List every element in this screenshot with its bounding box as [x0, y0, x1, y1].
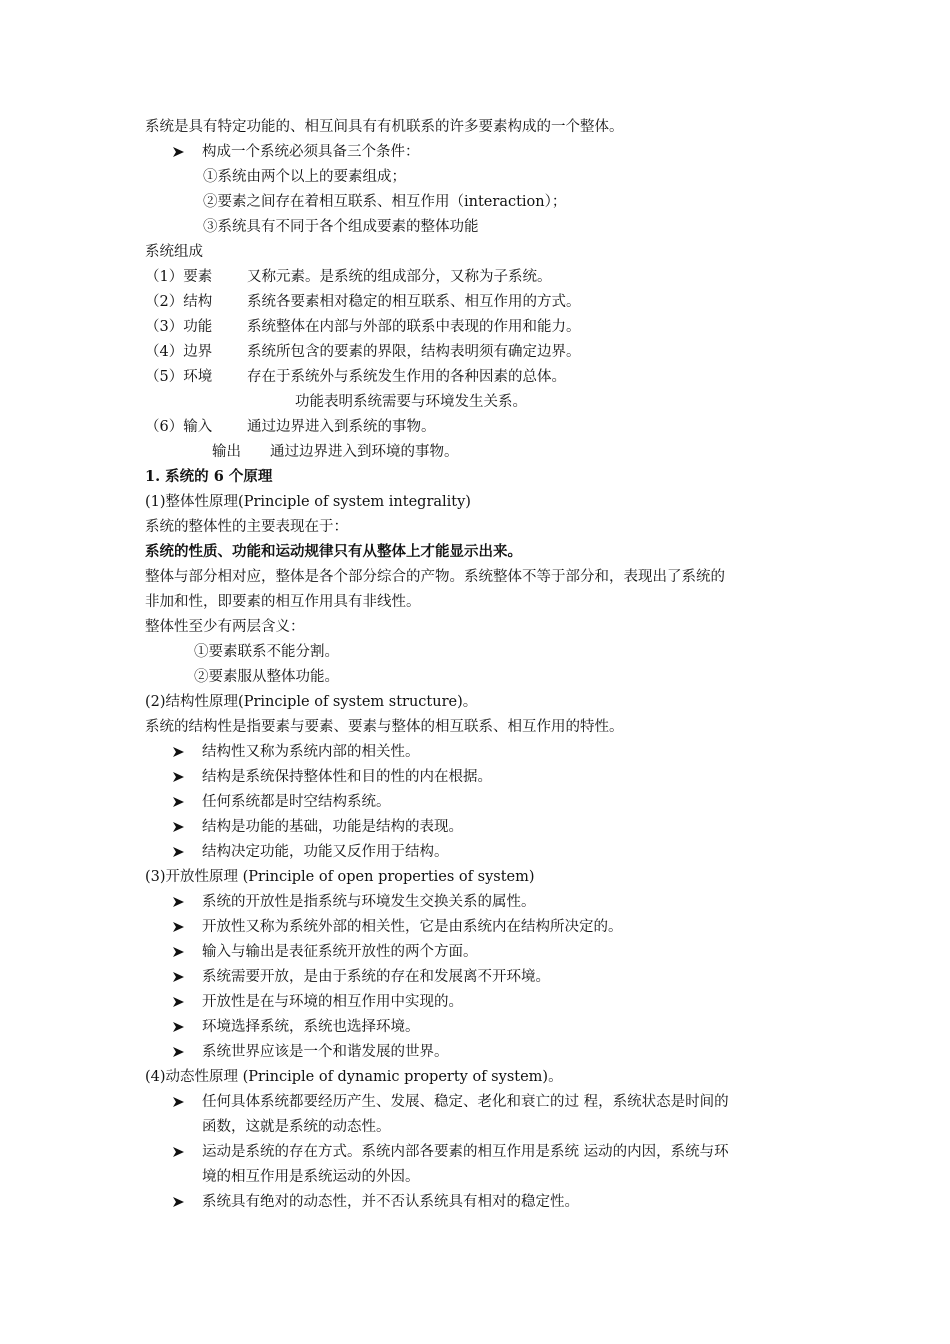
- composition-definition: 又称元素。是系统的组成部分，又称为子系统。: [247, 269, 552, 285]
- arrowhead-bullet-icon: [172, 142, 188, 157]
- arrowhead-bullet-icon: [172, 842, 188, 857]
- arrowhead-bullet-icon: [172, 767, 188, 782]
- principle-2-title: (2)结构性原理(Principle of system structure)。: [145, 694, 478, 710]
- principle-2-bullet: 任何系统都是时空结构系统。: [202, 794, 391, 810]
- principle-3-bullet: 输入与输出是表征系统开放性的两个方面。: [202, 944, 478, 960]
- environment-note: 功能表明系统需要与环境发生关系。: [295, 394, 527, 410]
- arrowhead-bullet-icon: [172, 1142, 188, 1157]
- arrowhead-bullet-icon: [172, 817, 188, 832]
- composition-term: （4）边界: [145, 344, 213, 360]
- arrowhead-bullet-icon: [172, 892, 188, 907]
- principle-3-bullet: 系统的开放性是指系统与环境发生交换关系的属性。: [202, 894, 536, 910]
- principle-4-bullet-line: 任何具体系统都要经历产生、发展、稳定、老化和衰亡的过 程，系统状态是时间的: [202, 1094, 729, 1110]
- principle-1-title: (1)整体性原理(Principle of system integrality): [145, 494, 471, 510]
- principle-3-title: (3)开放性原理 (Principle of open properties of system): [145, 869, 535, 885]
- principle-2-bullet: 结构决定功能，功能又反作用于结构。: [202, 844, 449, 860]
- output-definition: 通过边界进入到环境的事物。: [270, 444, 459, 460]
- arrowhead-bullet-icon: [172, 1017, 188, 1032]
- principle-2-bullet: 结构是系统保持整体性和目的性的内在根据。: [202, 769, 492, 785]
- arrowhead-bullet-icon: [172, 1092, 188, 1107]
- principle-1-bold-statement: 系统的性质、功能和运动规律只有从整体上才能显示出来。: [145, 544, 522, 560]
- intro-text: 系统是具有特定功能的、相互间具有有机联系的许多要素构成的一个整体。: [145, 119, 624, 135]
- composition-term: （2）结构: [145, 294, 213, 310]
- principle-4-bullet-line: 运动是系统的存在方式。系统内部各要素的相互作用是系统 运动的内因，系统与环: [202, 1144, 729, 1160]
- principle-3-bullet: 开放性是在与环境的相互作用中实现的。: [202, 994, 463, 1010]
- arrowhead-bullet-icon: [172, 992, 188, 1007]
- composition-heading: 系统组成: [145, 244, 203, 260]
- composition-definition: 系统所包含的要素的界限，结构表明须有确定边界。: [247, 344, 581, 360]
- principle-1-meaning-item: ②要素服从整体功能。: [194, 669, 339, 685]
- arrowhead-bullet-icon: [172, 917, 188, 932]
- principle-1-paragraph-line: 整体与部分相对应，整体是各个部分综合的产物。系统整体不等于部分和，表现出了系统的: [145, 569, 725, 585]
- arrowhead-bullet-icon: [172, 1192, 188, 1207]
- condition-item: ①系统由两个以上的要素组成；: [203, 169, 406, 185]
- arrowhead-bullet-icon: [172, 1042, 188, 1057]
- composition-definition: 系统各要素相对稳定的相互联系、相互作用的方式。: [247, 294, 581, 310]
- composition-definition: 存在于系统外与系统发生作用的各种因素的总体。: [247, 369, 566, 385]
- principle-2-bullet: 结构是功能的基础，功能是结构的表现。: [202, 819, 463, 835]
- principle-3-bullet: 系统世界应该是一个和谐发展的世界。: [202, 1044, 449, 1060]
- input-definition: 通过边界进入到系统的事物。: [247, 419, 436, 435]
- input-term: （6）输入: [145, 419, 213, 435]
- principle-3-bullet: 系统需要开放，是由于系统的存在和发展离不开环境。: [202, 969, 550, 985]
- principle-4-bullet-line: 境的相互作用是系统运动的外因。: [202, 1169, 420, 1185]
- composition-term: （1）要素: [145, 269, 213, 285]
- principle-2-lead: 系统的结构性是指要素与要素、要素与整体的相互联系、相互作用的特性。: [145, 719, 624, 735]
- composition-term: （5）环境: [145, 369, 213, 385]
- condition-item: ②要素之间存在着相互联系、相互作用（interaction）；: [203, 194, 567, 210]
- principle-1-meaning-lead: 整体性至少有两层含义：: [145, 619, 305, 635]
- principle-4-title: (4)动态性原理 (Principle of dynamic property of system)。: [145, 1069, 563, 1085]
- arrowhead-bullet-icon: [172, 967, 188, 982]
- principle-3-bullet: 开放性又称为系统外部的相关性，它是由系统内在结构所决定的。: [202, 919, 623, 935]
- conditions-heading: 构成一个系统必须具备三个条件：: [202, 144, 420, 160]
- arrowhead-bullet-icon: [172, 792, 188, 807]
- principle-3-bullet: 环境选择系统，系统也选择环境。: [202, 1019, 420, 1035]
- condition-item: ③系统具有不同于各个组成要素的整体功能: [203, 219, 479, 235]
- principle-1-paragraph-line: 非加和性，即要素的相互作用具有非线性。: [145, 594, 421, 610]
- principle-2-bullet: 结构性又称为系统内部的相关性。: [202, 744, 420, 760]
- arrowhead-bullet-icon: [172, 942, 188, 957]
- principle-1-lead: 系统的整体性的主要表现在于：: [145, 519, 348, 535]
- principle-4-bullet-line: 系统具有绝对的动态性，并不否认系统具有相对的稳定性。: [202, 1194, 579, 1210]
- principle-4-bullet-line: 函数，这就是系统的动态性。: [202, 1119, 391, 1135]
- section-title: 1. 系统的 6 个原理: [145, 468, 273, 485]
- output-term: 输出: [212, 444, 241, 460]
- composition-term: （3）功能: [145, 319, 213, 335]
- principle-1-meaning-item: ①要素联系不能分割。: [194, 644, 339, 660]
- arrowhead-bullet-icon: [172, 742, 188, 757]
- composition-definition: 系统整体在内部与外部的联系中表现的作用和能力。: [247, 319, 581, 335]
